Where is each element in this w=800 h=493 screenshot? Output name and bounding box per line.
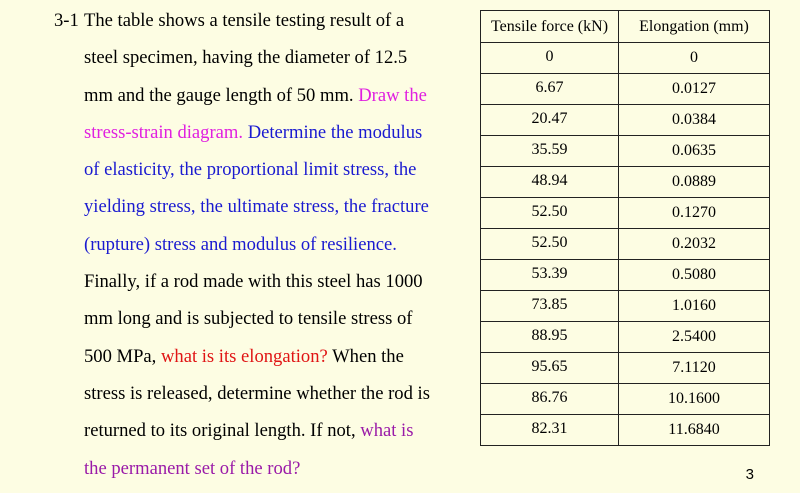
text-segment: Determine the modulus (243, 121, 423, 143)
problem-line-2 (54, 43, 474, 80)
column-header-tensile-force: Tensile force (kN) (481, 11, 619, 43)
text-segment: yielding stress, the ultimate stress, the fracture (84, 196, 429, 218)
tensile-force-cell: 95.65 (481, 353, 619, 384)
elongation-cell: 0 (619, 43, 770, 74)
text-segment: mm and the gauge length of 50 mm. (84, 84, 359, 106)
elongation-cell: 0.0635 (619, 136, 770, 167)
problem-line-text (84, 10, 404, 31)
table-row (481, 322, 770, 353)
table-row (481, 43, 770, 74)
problem-line-1 (54, 6, 474, 43)
problem-line-text (84, 47, 407, 68)
tensile-force-cell: 6.67 (481, 74, 619, 105)
tensile-force-cell: 0 (481, 43, 619, 74)
tensile-force-cell: 73.85 (481, 291, 619, 322)
tensile-force-cell: 53.39 (481, 260, 619, 291)
text-segment: steel specimen, having the diameter of 12.5 (84, 47, 408, 69)
elongation-cell: 2.5400 (619, 322, 770, 353)
text-segment: 500 MPa, (84, 345, 161, 367)
text-segment: stress-strain diagram. (84, 121, 244, 143)
elongation-cell: 0.1270 (619, 198, 770, 229)
text-segment: the permanent set of the rod? (84, 457, 301, 479)
text-segment: returned to its original length. If not, (84, 420, 361, 442)
problem-line-text (84, 196, 429, 217)
problem-line-text (84, 122, 422, 143)
table-row (481, 260, 770, 291)
elongation-cell: 0.2032 (619, 229, 770, 260)
problem-line-6 (54, 192, 474, 229)
table-row (481, 353, 770, 384)
text-segment: The table shows a tensile testing result of a (84, 10, 405, 31)
tensile-force-cell: 35.59 (481, 136, 619, 167)
table-row (481, 136, 770, 167)
problem-line-text (84, 234, 397, 255)
problem-line-3 (54, 81, 474, 118)
problem-line-text (84, 420, 413, 441)
problem-line-text (84, 85, 427, 106)
problem-line-9 (54, 304, 474, 341)
elongation-cell: 1.0160 (619, 291, 770, 322)
table-row (481, 105, 770, 136)
problem-line-4 (54, 118, 474, 155)
problem-line-7 (54, 230, 474, 267)
page-number: 3 (745, 466, 754, 483)
problem-line-11 (54, 379, 474, 416)
tensile-force-cell: 52.50 (481, 198, 619, 229)
table-row (481, 74, 770, 105)
table-header-row (481, 11, 770, 43)
table-row (481, 384, 770, 415)
table-row (481, 229, 770, 260)
problem-statement (54, 6, 474, 491)
elongation-cell: 0.0889 (619, 167, 770, 198)
text-segment: what is its elongation? (160, 345, 328, 367)
table-row (481, 291, 770, 322)
problem-line-text (84, 458, 300, 479)
problem-line-5 (54, 155, 474, 192)
tensile-test-table (480, 10, 770, 446)
elongation-cell: 0.0384 (619, 105, 770, 136)
text-segment: (rupture) stress and modulus of resilience. (84, 233, 397, 255)
tensile-force-cell: 48.94 (481, 167, 619, 198)
problem-line-text (84, 346, 404, 367)
tensile-force-cell: 88.95 (481, 322, 619, 353)
text-segment: of elasticity, the proportional limit stress, the (84, 159, 417, 181)
tensile-force-cell: 86.76 (481, 384, 619, 415)
elongation-cell: 10.1600 (619, 384, 770, 415)
elongation-cell: 11.6840 (619, 415, 770, 446)
text-segment: Draw the (358, 84, 427, 106)
text-segment: stress is released, determine whether the rod is (84, 382, 430, 404)
table-body (481, 43, 770, 446)
table-row (481, 198, 770, 229)
problem-line-text (84, 383, 430, 404)
problem-number: 3-1 (54, 10, 79, 31)
tensile-force-cell: 82.31 (481, 415, 619, 446)
elongation-cell: 0.0127 (619, 74, 770, 105)
tensile-force-cell: 20.47 (481, 105, 619, 136)
problem-line-text (84, 159, 416, 180)
problem-line-12 (54, 416, 474, 453)
text-segment: When the (327, 345, 404, 367)
elongation-cell: 0.5080 (619, 260, 770, 291)
text-segment: what is (360, 420, 414, 442)
column-header-elongation: Elongation (mm) (619, 11, 770, 43)
text-segment: mm long and is subjected to tensile stress of (84, 308, 413, 330)
problem-line-8 (54, 267, 474, 304)
problem-line-13 (54, 454, 474, 491)
problem-line-text (84, 308, 412, 329)
table-row (481, 167, 770, 198)
text-segment: Finally, if a rod made with this steel has 1000 (84, 271, 423, 293)
problem-line-10 (54, 342, 474, 379)
table-row (481, 415, 770, 446)
elongation-cell: 7.1120 (619, 353, 770, 384)
tensile-force-cell: 52.50 (481, 229, 619, 260)
problem-line-text (84, 271, 423, 292)
